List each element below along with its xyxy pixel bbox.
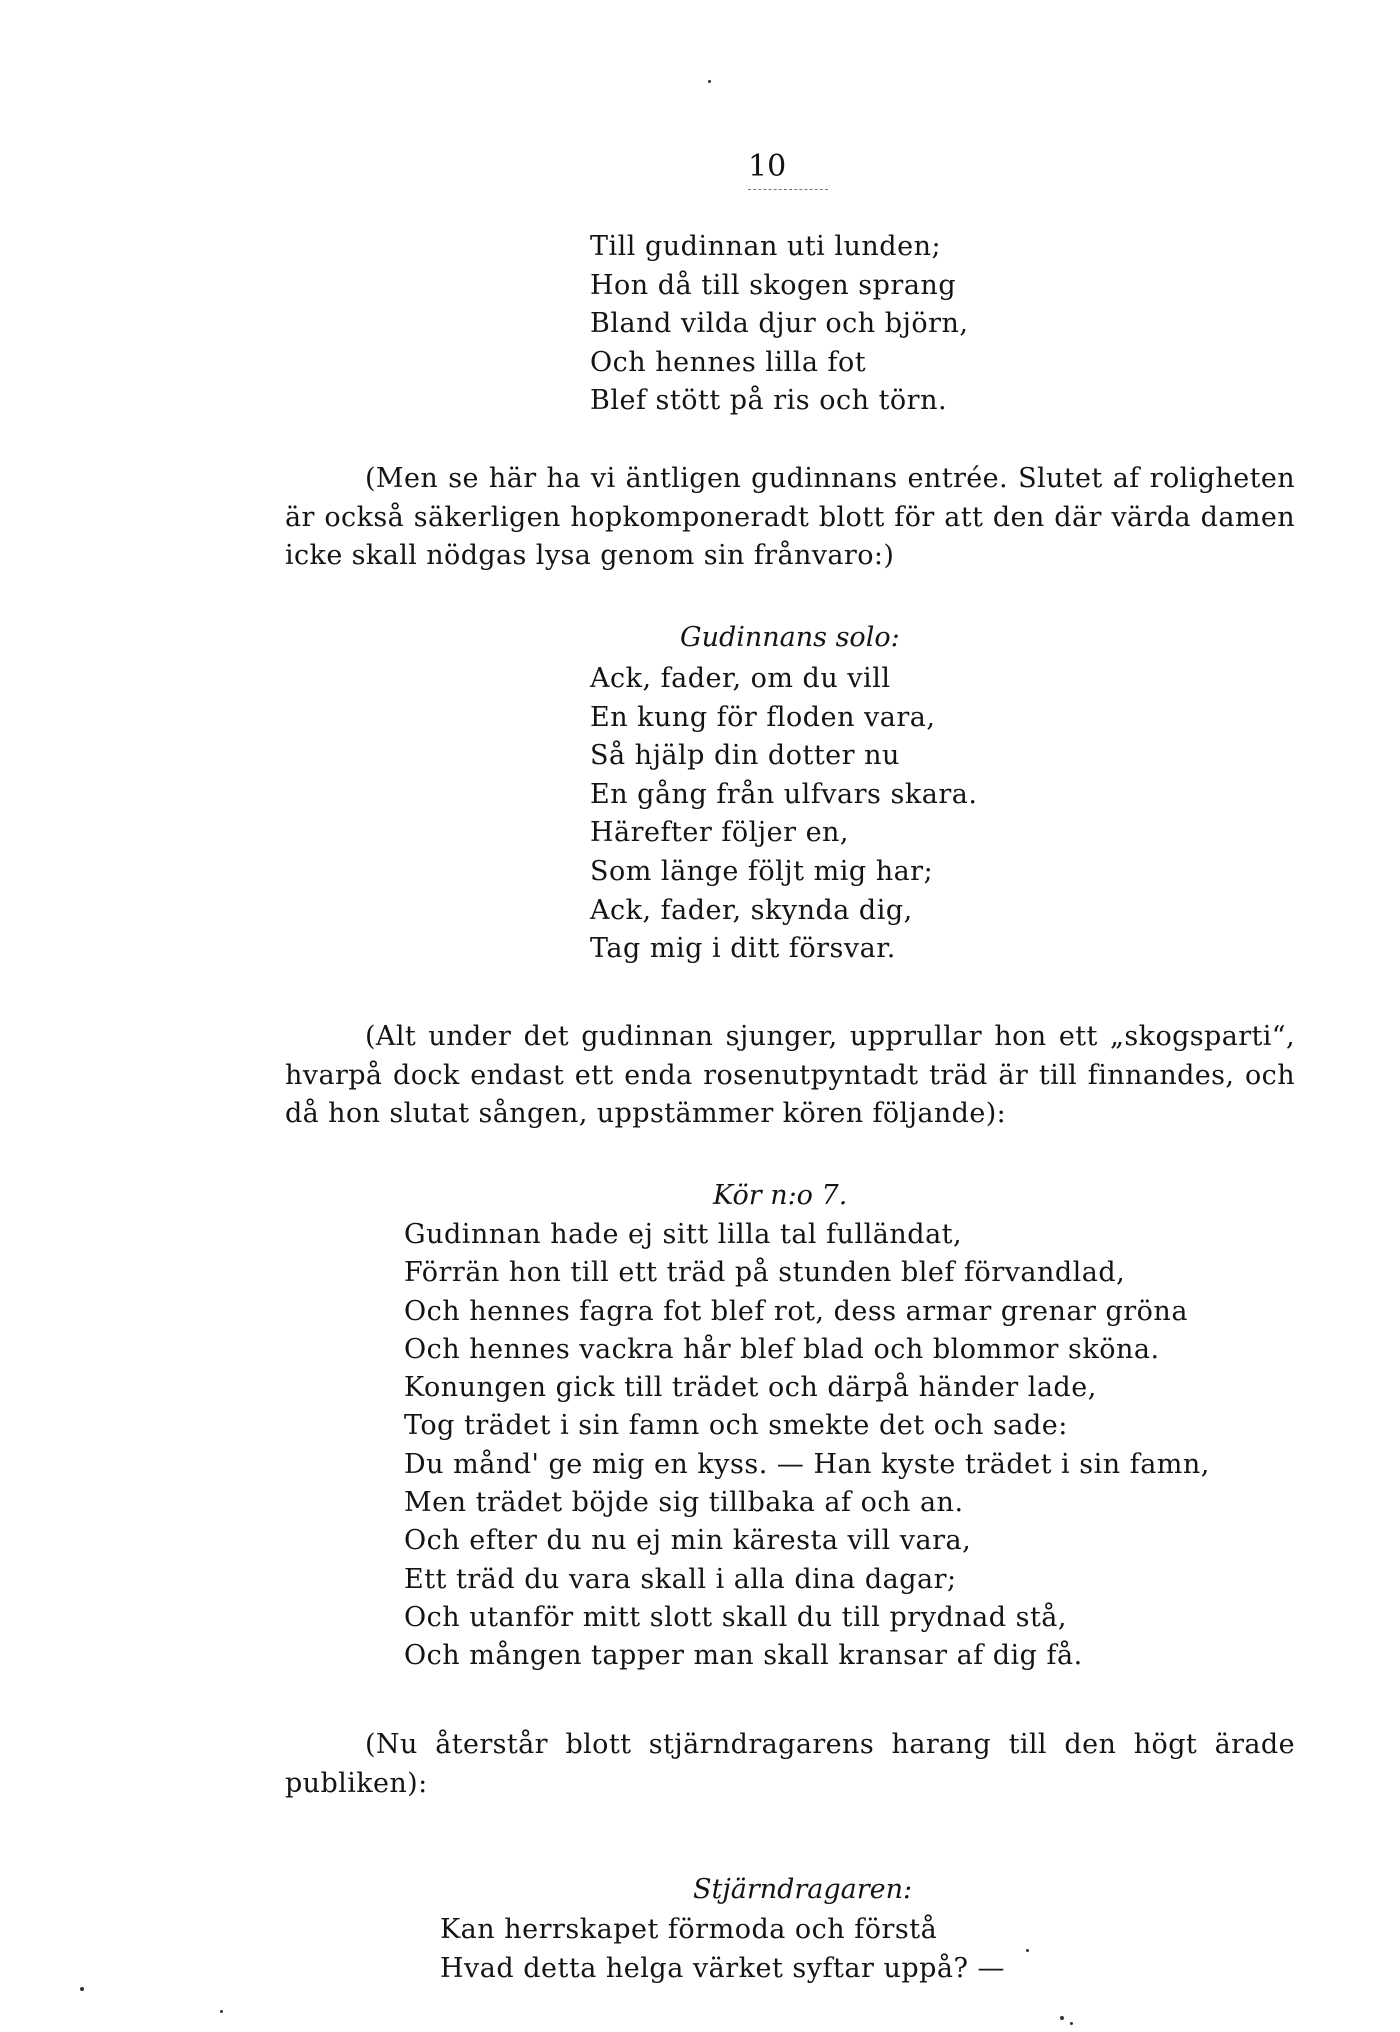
speech-line: Hvad detta helga värket syftar uppå? — (440, 1952, 1006, 1984)
chorus-line: Och efter du nu ej min käresta vill vara, (404, 1525, 972, 1557)
chorus-line: Konungen gick till trädet och därpå händer lade, (404, 1372, 1097, 1404)
print-speck (80, 1987, 84, 1991)
page-number: 10 (748, 149, 787, 184)
solo-line: Ack, fader, om du vill (590, 663, 891, 694)
page-number-rule (748, 189, 828, 190)
verse-line: Till gudinnan uti lunden; (590, 231, 942, 262)
solo-line: Som länge följt mig har; (590, 855, 934, 887)
print-speck (1060, 2016, 1064, 2020)
star-heading: Stjärndragaren: (693, 1874, 913, 1905)
print-speck (1070, 2022, 1073, 2025)
solo-line: Tag mig i ditt försvar. (590, 933, 896, 965)
solo-line: Ack, fader, skynda dig, (590, 894, 913, 926)
chorus-stanza (404, 1216, 1210, 1676)
print-speck (1026, 1949, 1029, 1952)
solo-line: Härefter följer en, (590, 817, 850, 849)
verse-line: Och hennes lilla fot (590, 346, 867, 378)
chorus-line: Förrän hon till ett träd på stunden blef förvandlad, (404, 1257, 1126, 1289)
solo-line: En gång från ulfvars skara. (590, 778, 978, 810)
print-speck (220, 2010, 223, 2013)
solo-line: Så hjälp din dotter nu (590, 740, 900, 772)
stage-direction-1: (Men se här ha vi äntligen gudinnans entrée. Slutet af roligheten är också säkerligen hopkomponeradt blott för att den där värda damen icke skall nödgas lysa genom sin frånvaro:) (285, 463, 1295, 571)
solo-stanza (590, 660, 977, 969)
chorus-line: Ett träd du vara skall i alla dina dagar; (404, 1563, 957, 1595)
stage-direction-3: (Nu återstår blott stjärndragarens harang till den högt ärade publiken): (285, 1729, 1295, 1799)
chorus-line: Och hennes fagra fot blef rot, dess armar grenar gröna (404, 1295, 1188, 1327)
stage-direction-2: (Alt under det gudinnan sjunger, upprullar hon ett „skogsparti“, hvarpå dock endast ett enda rosenutpyntadt träd är till finnandes, och då hon slutat sången, uppstämmer kören följande): (285, 1021, 1295, 1129)
chorus-line: Och utanför mitt slott skall du till prydnad stå, (404, 1601, 1067, 1633)
speech-line: Kan herrskapet förmoda och förstå (440, 1914, 938, 1945)
verse-line: Hon då till skogen sprang (590, 269, 957, 301)
verse-line: Bland vilda djur och björn, (590, 308, 969, 339)
verse-line: Blef stött på ris och törn. (590, 385, 948, 416)
chorus-heading: Kör n:o 7. (713, 1180, 848, 1211)
stanza-1 (590, 228, 969, 421)
print-speck (708, 80, 711, 83)
solo-heading: Gudinnans solo: (680, 622, 900, 653)
solo-line: En kung för floden vara, (590, 701, 936, 733)
chorus-line: Du månd' ge mig en kyss. — Han kyste trädet i sin famn, (404, 1448, 1210, 1480)
chorus-line: Men trädet böjde sig tillbaka af och an. (404, 1487, 964, 1519)
chorus-line: Och hennes vackra hår blef blad och blommor sköna. (404, 1333, 1160, 1365)
star-stanza (440, 1911, 1005, 1988)
chorus-line: Och mången tapper man skall kransar af dig få. (404, 1640, 1083, 1672)
chorus-line: Tog trädet i sin famn och smekte det och sade: (404, 1410, 1068, 1442)
chorus-line: Gudinnan hade ej sitt lilla tal fulländat, (404, 1219, 963, 1250)
